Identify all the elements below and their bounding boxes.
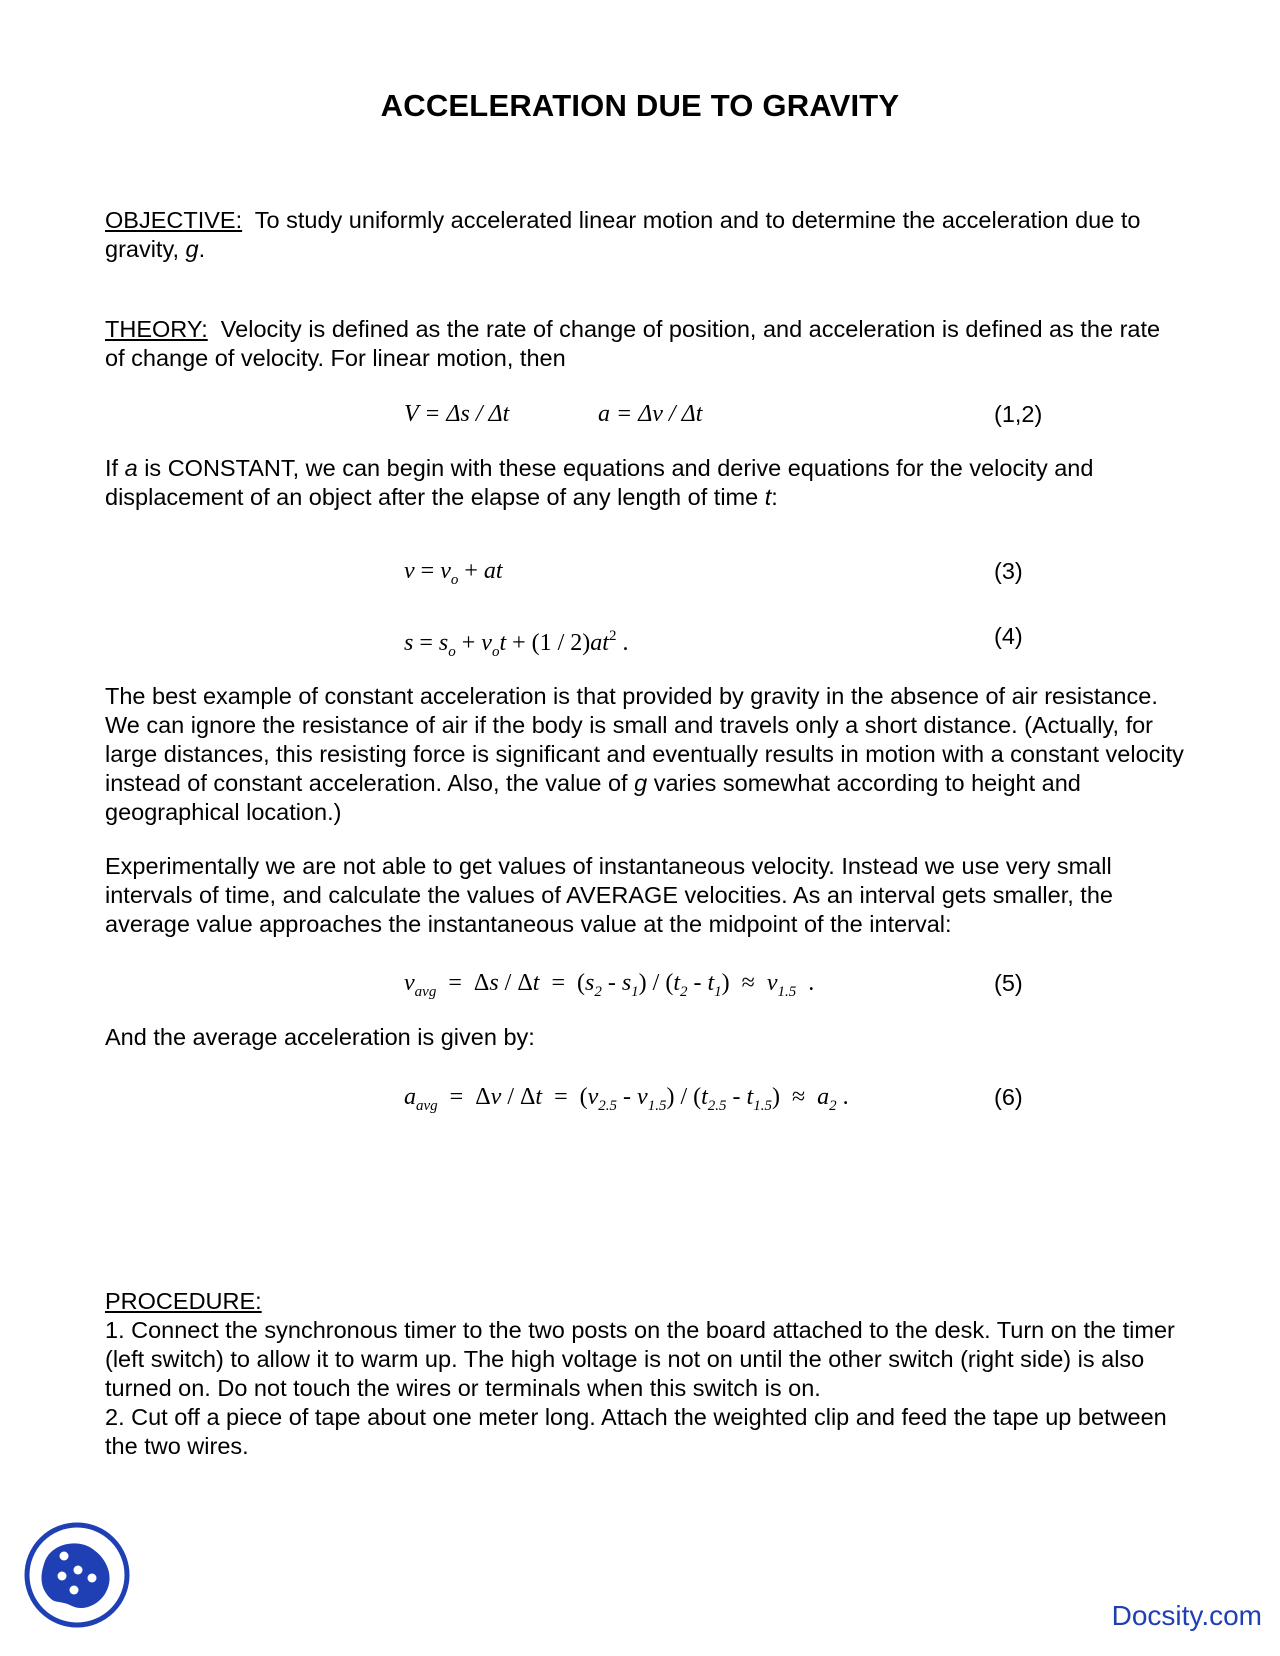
constant-paragraph <box>105 454 1185 512</box>
average-acceleration-paragraph: And the average acceleration is given by: <box>105 1024 535 1050</box>
docsity-logo-icon <box>22 1520 132 1630</box>
objective-period: . <box>198 236 206 262</box>
gravity-example-text-b: varies somewhat according to height and geographical location.) <box>105 770 1081 825</box>
equation-number-1-2: (1,2) <box>994 401 1043 427</box>
objective-var-g: g <box>185 236 199 262</box>
theory-paragraph <box>105 315 1185 373</box>
docsity-watermark[interactable]: Docsity.com <box>1111 1600 1262 1631</box>
equation-5: $v_{avg} = \Delta s / \Delta t = (s_2 - s_1) / (t_2 - t_1) \approx v_{1.5}$ . <box>404 970 815 1000</box>
equation-number-3: (3) <box>994 558 1023 584</box>
constant-text-a: If <box>105 455 119 481</box>
equation-number-6: (6) <box>994 1084 1023 1110</box>
objective-paragraph <box>105 206 1185 264</box>
theory-label: THEORY: <box>105 316 208 342</box>
procedure-label: PROCEDURE: <box>105 1288 262 1314</box>
gravity-example-text-a: The best example of constant acceleration is that provided by gravity in the absence of air resistance. We can ignore the resistance of air if the body is small and travels only a short distance. (Actually, for large distances, this resisting force is significant and eventually results in motion with a constant velocity instead of constant acceleration. Also, the value of <box>105 683 1184 796</box>
theory-text: Velocity is defined as the rate of change of position, and acceleration is defined as the rate of change of velocity. For linear motion, then <box>105 316 1161 371</box>
procedure-step-1: 1. Connect the synchronous timer to the two posts on the board attached to the desk. Turn on the timer (left switch) to allow it to warm up. The high voltage is not on until the other switch (right side) is also turned on. Do not touch the wires or terminals when this switch is on. <box>105 1317 1175 1401</box>
constant-var-a: a <box>124 455 138 481</box>
constant-colon: : <box>771 484 778 510</box>
equation-number-5: (5) <box>994 970 1023 996</box>
experiment-paragraph: Experimentally we are not able to get values of instantaneous velocity. Instead we use very small intervals of time, and calculate the values of AVERAGE velocities. As an interval gets smaller, the average value approaches the instantaneous value at the midpoint of the interval: <box>105 853 1113 937</box>
procedure-section <box>105 1287 1185 1461</box>
equation-velocity: V = Δs / Δt <box>404 401 510 427</box>
procedure-step-2: 2. Cut off a piece of tape about one meter long. Attach the weighted clip and feed the tape up between the two wires. <box>105 1404 1167 1459</box>
objective-label: OBJECTIVE: <box>105 207 243 233</box>
gravity-example-var-g: g <box>634 770 648 796</box>
equation-4: $s = s_o + v_ot + (1 / 2)at^2$ . <box>404 628 629 660</box>
equation-3: $v = v_o$ + at <box>404 558 503 588</box>
page-title: ACCELERATION DUE TO GRAVITY <box>380 88 900 123</box>
gravity-example-paragraph <box>105 682 1185 827</box>
constant-text-b: is CONSTANT, we can begin with these equations and derive equations for the velocity and displacement of an object after the elapse of any length of time <box>105 455 1094 510</box>
equation-acceleration: a = Δv / Δt <box>598 401 703 427</box>
equation-number-4: (4) <box>994 623 1023 649</box>
objective-text: To study uniformly accelerated linear motion and to determine the acceleration due to gravity, <box>105 207 1141 262</box>
constant-var-t: t <box>764 484 772 510</box>
equation-6: $a_{avg} = \Delta v / \Delta t = (v_{2.5} - v_{1.5}) / (t_{2.5} - t_{1.5}) \approx a_2$ . <box>404 1084 849 1114</box>
